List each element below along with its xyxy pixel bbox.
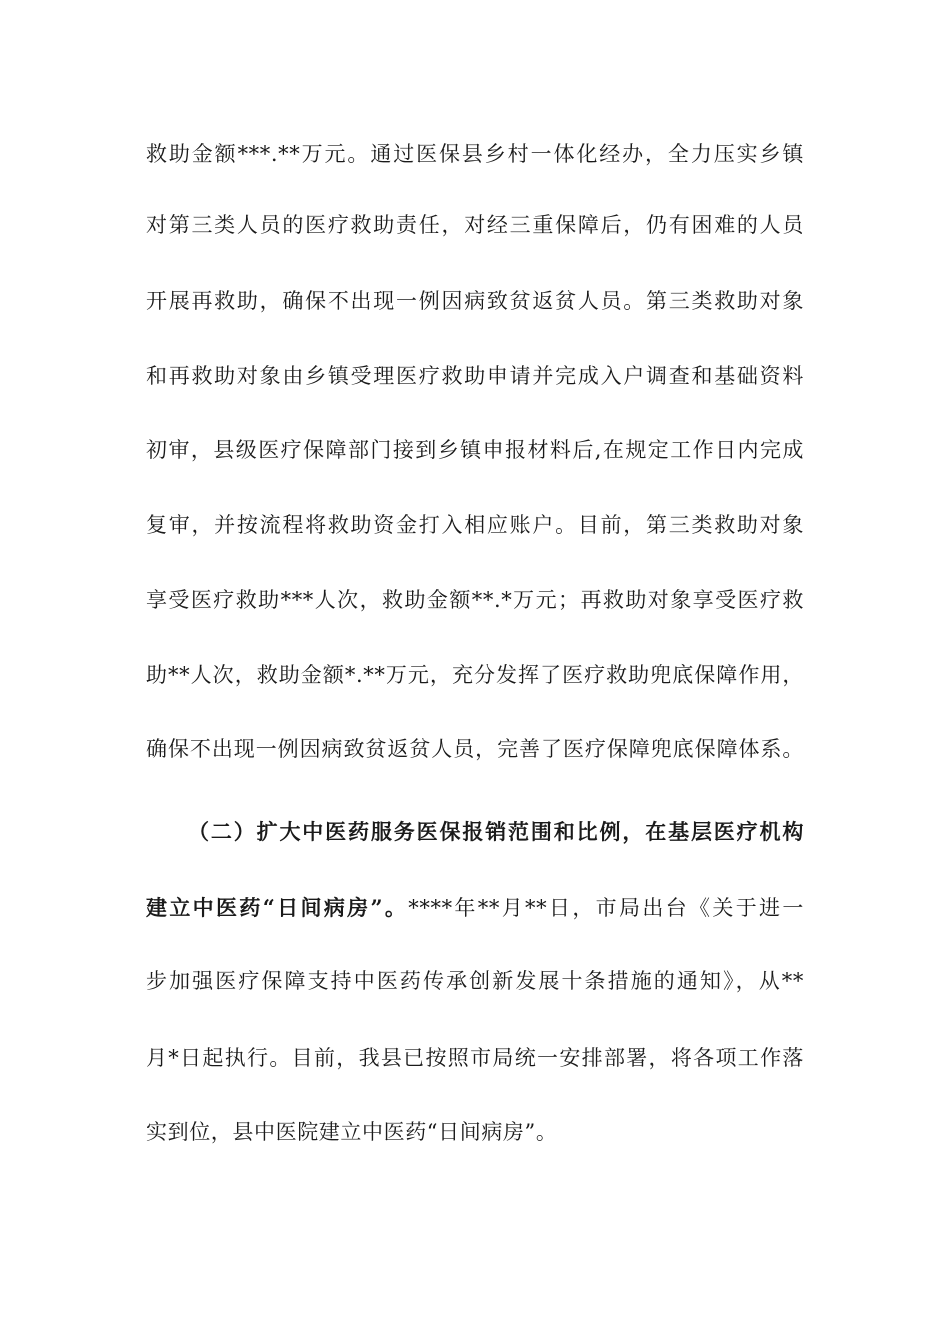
heading-continuation-line — [146, 896, 804, 920]
paragraph-line: 和再救助对象由乡镇受理医疗救助申请并完成入户调查和基础资料 — [146, 364, 804, 388]
paragraph-line: 助**人次，救助金额*.**万元，充分发挥了医疗救助兜底保障作用， — [146, 663, 804, 687]
paragraph-line: 对第三类人员的医疗救助责任，对经三重保障后，仍有困难的人员 — [146, 213, 804, 237]
paragraph-line: 步加强医疗保障支持中医药传承创新发展十条措施的通知》，从** — [146, 969, 804, 993]
paragraph-line: 开展再救助，确保不出现一例因病致贫返贫人员。第三类救助对象 — [146, 289, 804, 313]
paragraph-line: 月*日起执行。目前，我县已按照市局统一安排部署，将各项工作落 — [146, 1046, 804, 1070]
section-heading-end: 建立中医药“日间病房”。 — [146, 895, 409, 920]
paragraph-line: 享受医疗救助***人次，救助金额**.*万元；再救助对象享受医疗救 — [146, 588, 804, 612]
paragraph-line: 初审，县级医疗保障部门接到乡镇申报材料后,在规定工作日内完成 — [146, 438, 804, 462]
paragraph-line: 实到位，县中医院建立中医药“日间病房”。 — [146, 1120, 558, 1144]
section-heading: （二）扩大中医药服务医保报销范围和比例，在基层医疗机构 — [188, 819, 804, 844]
paragraph-line: 救助金额***.**万元。通过医保县乡村一体化经办，全力压实乡镇 — [146, 142, 804, 166]
paragraph-text: ****年**月**日，市局出台《关于进一 — [408, 896, 804, 920]
paragraph-line: 确保不出现一例因病致贫返贫人员，完善了医疗保障兜底保障体系。 — [146, 737, 804, 761]
paragraph-line: 复审，并按流程将救助资金打入相应账户。目前，第三类救助对象 — [146, 513, 804, 537]
